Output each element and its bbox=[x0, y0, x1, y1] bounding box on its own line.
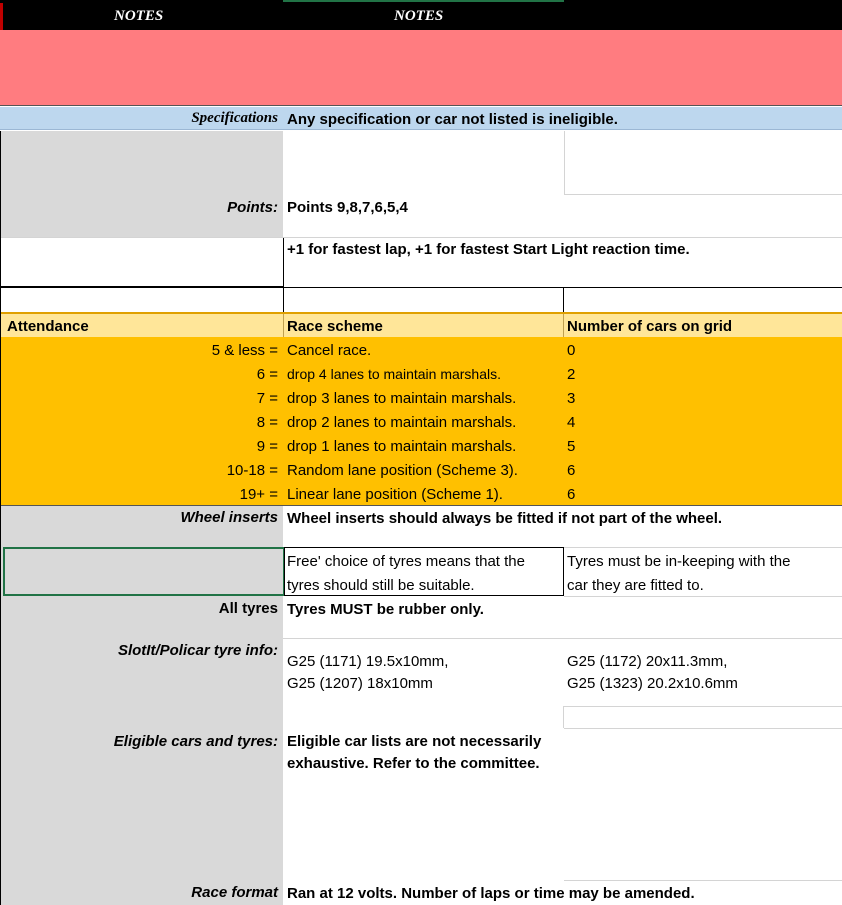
gray-column-top[interactable] bbox=[0, 131, 283, 237]
race-format-text: Ran at 12 volts. Number of laps or time may be amended. bbox=[287, 885, 695, 902]
red-band-row[interactable] bbox=[0, 30, 842, 106]
race-format-label: Race format bbox=[191, 884, 278, 901]
attendance-row-6-scheme: Linear lane position (Scheme 1). bbox=[287, 486, 503, 503]
header-green-line bbox=[283, 0, 564, 2]
selected-cell[interactable] bbox=[3, 547, 285, 596]
points-text: Points 9,8,7,6,5,4 bbox=[287, 199, 408, 216]
tyres-note-line1: Free' choice of tyres means that the bbox=[287, 553, 525, 570]
attendance-header-div2 bbox=[563, 314, 564, 337]
attendance-row-4-attendance: 9 = bbox=[256, 438, 278, 455]
eligible-line2: exhaustive. Refer to the committee. bbox=[287, 755, 540, 772]
attendance-row-2-scheme: drop 3 lanes to maintain marshals. bbox=[287, 390, 517, 407]
blank-row-a[interactable] bbox=[0, 288, 284, 312]
header-notes-a: NOTES bbox=[114, 8, 164, 24]
attendance-row-3-cars: 4 bbox=[567, 414, 576, 431]
tyres-right-line2: car they are fitted to. bbox=[567, 577, 704, 594]
gridline bbox=[564, 728, 842, 729]
attendance-header-cars: Number of cars on grid bbox=[567, 318, 733, 335]
header-left-accent bbox=[0, 3, 3, 30]
points-label: Points: bbox=[227, 199, 278, 216]
slotit-right-line1: G25 (1172) 20x11.3mm, bbox=[567, 653, 728, 670]
attendance-row-0-cars: 0 bbox=[567, 342, 576, 359]
cell-blank-right[interactable] bbox=[564, 131, 842, 195]
attendance-row-2-attendance: 7 = bbox=[256, 390, 278, 407]
attendance-row-0-scheme: Cancel race. bbox=[287, 342, 372, 359]
eligible-line1: Eligible car lists are not necessarily bbox=[287, 733, 542, 750]
attendance-row-2-cars: 3 bbox=[567, 390, 576, 407]
slotit-right-line2: G25 (1323) 20.2x10.6mm bbox=[567, 675, 738, 692]
attendance-header-attendance: Attendance bbox=[7, 318, 89, 335]
left-edge-line bbox=[0, 131, 1, 905]
attendance-row-5-attendance: 10-18 = bbox=[226, 462, 278, 479]
header-notes-b: NOTES bbox=[394, 8, 444, 24]
attendance-row-3-scheme: drop 2 lanes to maintain marshals. bbox=[287, 414, 517, 431]
attendance-row-4-cars: 5 bbox=[567, 438, 576, 455]
gridline bbox=[283, 638, 842, 639]
tyres-note-line2: tyres should still be suitable. bbox=[287, 577, 475, 594]
tyres-right-line1: Tyres must be in-keeping with the bbox=[567, 553, 791, 570]
wheel-inserts-label: Wheel inserts bbox=[180, 509, 278, 526]
all-tyres-label: All tyres bbox=[218, 600, 278, 617]
attendance-row-5-cars: 6 bbox=[567, 462, 576, 479]
points-bonus: +1 for fastest lap, +1 for fastest Start Light reaction time. bbox=[287, 241, 690, 258]
gridline bbox=[0, 505, 842, 506]
slotit-left-line2: G25 (1207) 18x10mm bbox=[287, 675, 433, 692]
attendance-row-6-cars: 6 bbox=[567, 486, 576, 503]
attendance-row-6-attendance: 19+ = bbox=[239, 486, 278, 503]
slotit-label: SlotIt/Policar tyre info: bbox=[117, 642, 278, 659]
wheel-inserts-text: Wheel inserts should always be fitted if not part of the wheel. bbox=[287, 510, 723, 527]
attendance-row-0-attendance: 5 & less = bbox=[211, 342, 278, 359]
attendance-header-div1 bbox=[283, 314, 284, 337]
blank-row-b[interactable] bbox=[563, 288, 564, 312]
eligible-label: Eligible cars and tyres: bbox=[113, 733, 278, 750]
attendance-header-scheme: Race scheme bbox=[287, 318, 383, 335]
slotit-left-line1: G25 (1171) 19.5x10mm, bbox=[287, 653, 449, 670]
bonus-left-cell[interactable] bbox=[0, 238, 284, 287]
attendance-row-1-attendance: 6 = bbox=[256, 366, 278, 383]
gridline bbox=[564, 596, 842, 597]
gridline bbox=[564, 706, 842, 707]
attendance-row-3-attendance: 8 = bbox=[256, 414, 278, 431]
attendance-row-4-scheme: drop 1 lanes to maintain marshals. bbox=[287, 438, 517, 455]
attendance-row-1-cars: 2 bbox=[567, 366, 576, 383]
specifications-text: Any specification or car not listed is ineligible. bbox=[287, 111, 618, 128]
attendance-row-5-scheme: Random lane position (Scheme 3). bbox=[287, 462, 518, 479]
slotit-right-divider bbox=[563, 706, 564, 728]
attendance-row-1-scheme: drop 4 lanes to maintain marshals. bbox=[287, 366, 501, 382]
specifications-label: Specifications bbox=[191, 110, 278, 126]
all-tyres-text: Tyres MUST be rubber only. bbox=[287, 601, 484, 618]
gridline bbox=[564, 880, 842, 881]
